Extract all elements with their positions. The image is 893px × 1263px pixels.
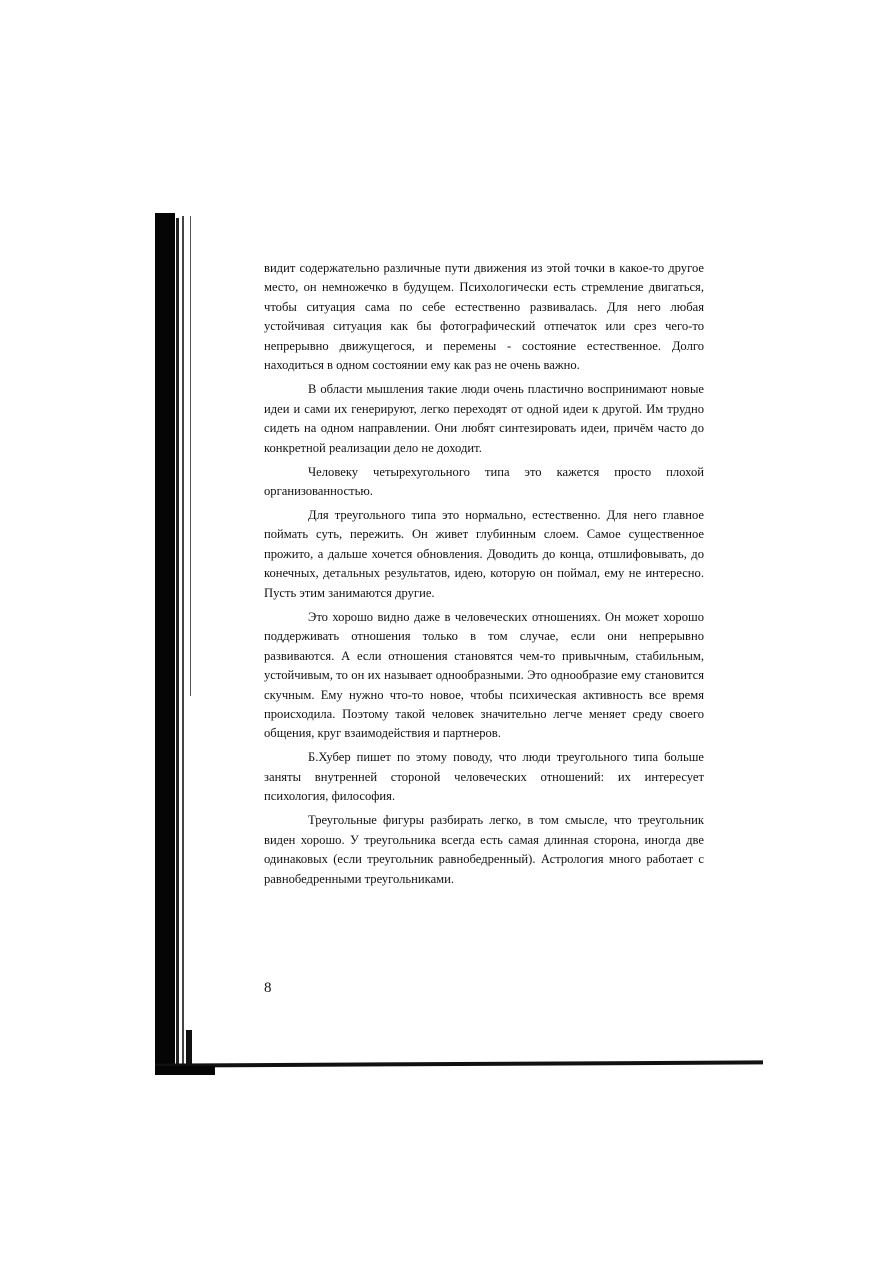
paragraph: В области мышления такие люди очень пластично воспринимают новые идеи и сами их генерируют, легко переходят от одной идеи к другой. Им трудно сидеть на одном направлении. Они любят синтезировать идеи, причём часто до конкретной реализации дело не доходит. <box>264 382 704 455</box>
paragraph: Человеку четырехугольного типа это кажется просто плохой организованностью. <box>264 464 704 498</box>
paragraph: видит содержательно различные пути движения из этой точки в какое-то другое место, он немножечко в будущем. Психологически есть стремление двигаться, чтобы ситуация сама по себе естественно развивалась. Для него любая устойчивая ситуация как бы фотографический отпечаток или срез чего-то непрерывно движущегося, и перемены - состояние естественное. Долго находиться в одном состоянии ему как раз не очень важно. <box>264 261 704 373</box>
paragraph: Это хорошо видно даже в человеческих отношениях. Он может хорошо поддерживать отношения только в том случае, если они непрерывно развиваются. А если отношения становятся чем-то привычным, стабильным, устойчивым, то он их называет однообразными. Это однообразие ему становится скучным. Ему нужно что-то новое, чтобы психическая активность все время происходила. Поэтому такой человек значительно легче меняет среду своего общения, круг взаимодействия и партнеров. <box>264 609 704 741</box>
scan-binding-edge <box>176 218 179 1070</box>
scan-binding-edge <box>182 216 184 1070</box>
scan-binding-shadow <box>155 213 175 1075</box>
scan-page-bottom-edge <box>155 1060 763 1067</box>
scan-page-corner <box>155 1066 215 1075</box>
body-text <box>264 259 704 894</box>
paragraph: Треугольные фигуры разбирать легко, в том смысле, что треугольник виден хорошо. У треугольника всегда есть самая длинная сторона, иногда две одинаковых (если треугольник равнобедренный). Астрология много работает с равнобедренными треугольниками. <box>264 813 704 886</box>
paragraph: Для треугольного типа это нормально, естественно. Для него главное поймать суть, пережить. Он живет глубинным слоем. Самое существенное прожито, а дальше хочется обновления. Доводить до конца, отшлифовывать, до конечных, детальных результатов, идею, которую он поймал, ему не интересно. Пусть этим занимаются другие. <box>264 507 704 600</box>
paragraph: Б.Хубер пишет по этому поводу, что люди треугольного типа больше заняты внутренней стороной человеческих отношений: их интересует психология, философия. <box>264 750 704 804</box>
scan-binding-edge <box>190 216 191 696</box>
page-number: 8 <box>264 980 272 996</box>
